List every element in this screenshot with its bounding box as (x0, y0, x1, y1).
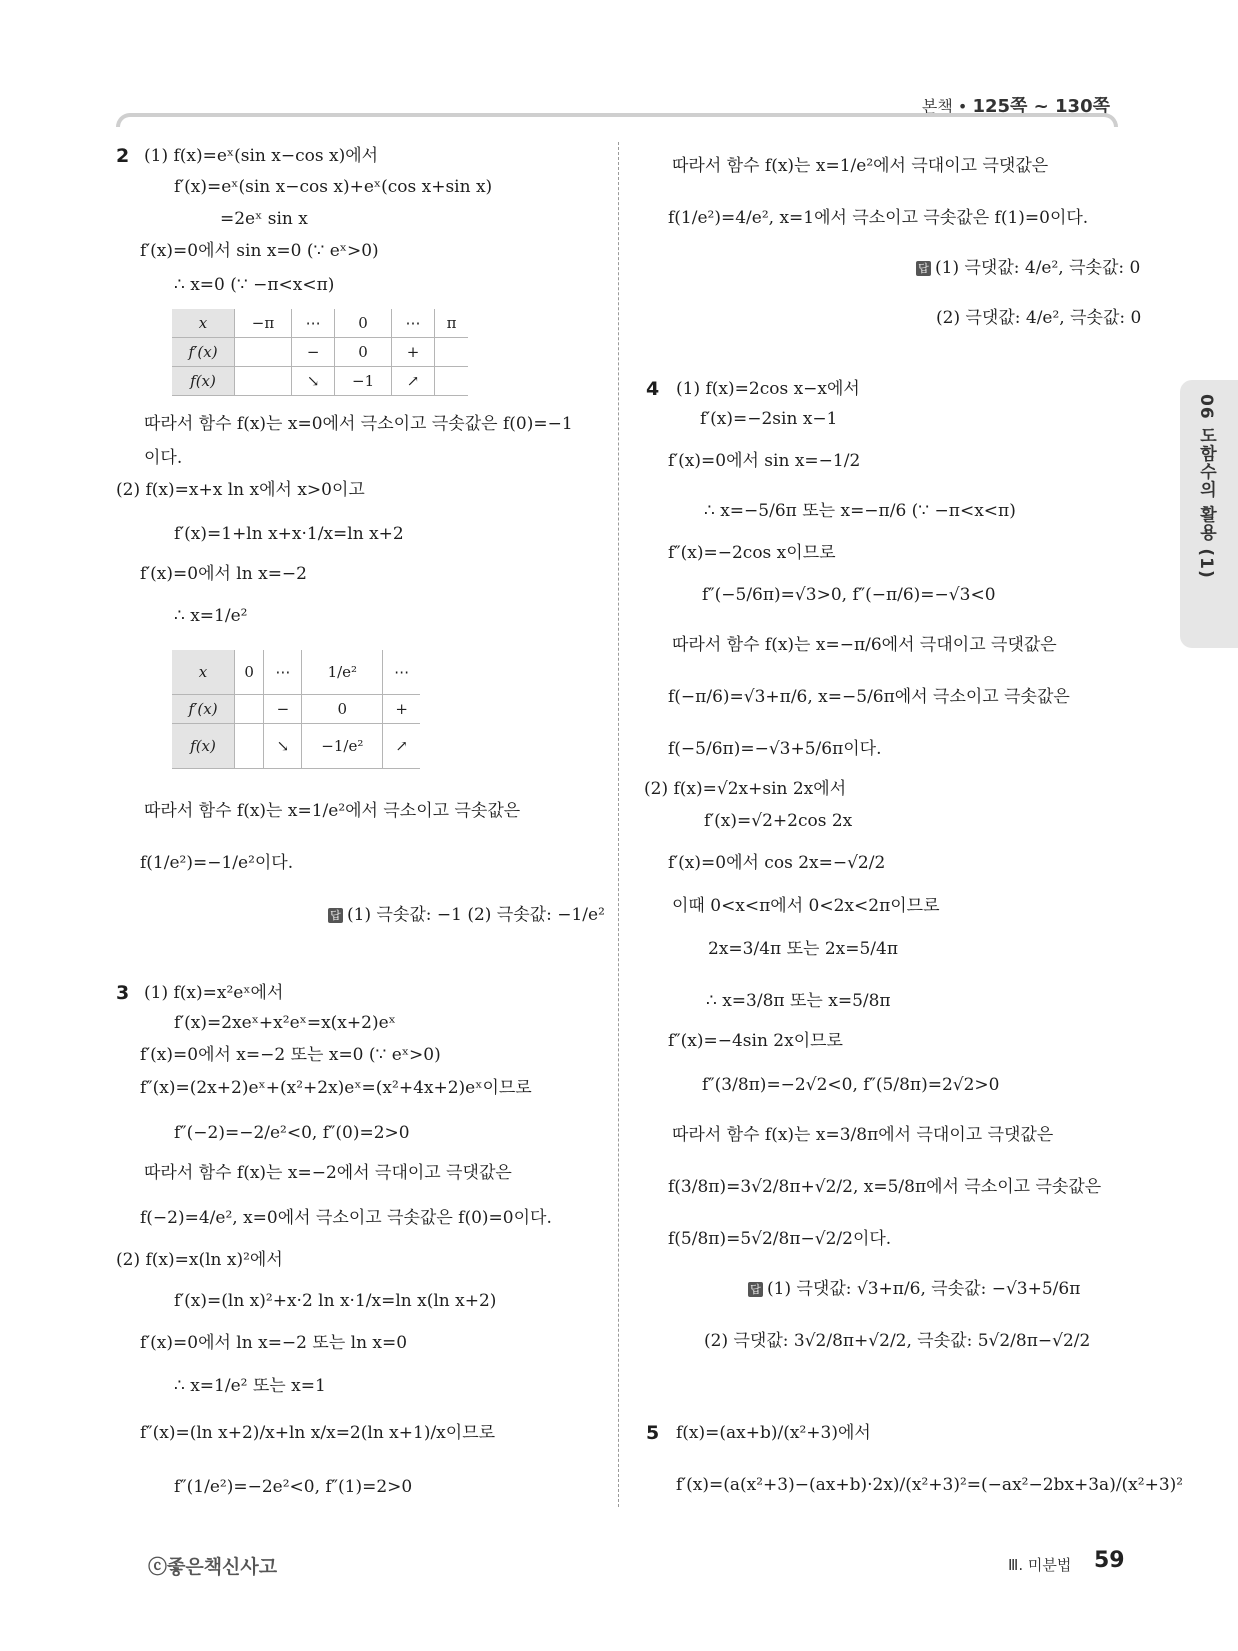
table-cell: − (264, 695, 302, 724)
table-cell (435, 338, 468, 367)
table-cell: − (291, 338, 334, 367)
solution-line: 따라서 함수 f(x)는 x=1/e²에서 극소이고 극솟값은 (144, 801, 521, 821)
solution-line: f″(−5/6π)=√3>0, f″(−π/6)=−√3<0 (702, 585, 996, 605)
table-cell: f′(x) (172, 338, 235, 367)
table-cell: 0 (335, 338, 391, 367)
solution-line: f(−5/6π)=−√3+5/6π이다. (668, 739, 882, 759)
solution-line: f′(x)=0에서 x=−2 또는 x=0 (∵ eˣ>0) (140, 1045, 441, 1065)
table-cell: ⋯ (383, 650, 420, 695)
answer-mark-icon: 답 (916, 261, 931, 276)
solution-line: f′(x)=(a(x²+3)−(ax+b)·2x)/(x²+3)²=(−ax²−2bx+3a)/(x²+3)² (676, 1475, 1184, 1495)
answer-3-part1 (916, 257, 1140, 279)
table-cell: ⋯ (391, 309, 434, 338)
solution-line: f″(x)=(ln x+2)/x+ln x/x=2(ln x+1)/x이므로 (140, 1423, 496, 1443)
table-cell: ↘ (291, 367, 334, 396)
table-cell: 0 (235, 650, 264, 695)
solution-line: f′(x)=eˣ(sin x−cos x)+eˣ(cos x+sin x) (174, 177, 493, 197)
answer-text: (1) 극댓값: 4/e², 극솟값: 0 (935, 258, 1141, 278)
solution-line: 2x=3/4π 또는 2x=5/4π (708, 939, 899, 959)
solution-line: 따라서 함수 f(x)는 x=−2에서 극대이고 극댓값은 (144, 1163, 512, 1183)
problem-2-number: 2 (116, 145, 130, 167)
top-rule (116, 113, 1118, 127)
answer-4-part2: (2) 극댓값: 3√2/8π+√2/2, 극솟값: 5√2/8π−√2/2 (704, 1331, 1091, 1351)
table-cell: ↘ (264, 724, 302, 769)
chapter-side-tab (1180, 380, 1238, 648)
table-cell: f(x) (172, 367, 235, 396)
chapter-title: 06 도함수의 활용 (1) (1196, 394, 1216, 579)
problem-4-number: 4 (646, 378, 660, 400)
solution-line: 이다. (144, 448, 183, 468)
solution-line: ∴ x=−5/6π 또는 x=−π/6 (∵ −π<x<π) (704, 501, 1016, 521)
solution-line: (2) f(x)=x+x ln x에서 x>0이고 (116, 480, 365, 500)
solution-line: f″(x)=−2cos x이므로 (668, 543, 836, 563)
solution-line: f(5/8π)=5√2/8π−√2/2이다. (668, 1229, 892, 1249)
table-cell (235, 695, 264, 724)
solution-line: 따라서 함수 f(x)는 x=1/e²에서 극대이고 극댓값은 (672, 156, 1049, 176)
solution-line: f′(x)=2xeˣ+x²eˣ=x(x+2)eˣ (174, 1013, 396, 1033)
solution-line: (2) f(x)=x(ln x)²에서 (116, 1250, 283, 1270)
answer-4-part1 (748, 1278, 1080, 1300)
solution-line: 따라서 함수 f(x)는 x=0에서 극소이고 극솟값은 f(0)=−1 (144, 414, 573, 434)
answer-2 (328, 904, 605, 926)
answer-text: (1) 극댓값: √3+π/6, 극솟값: −√3+5/6π (767, 1279, 1081, 1299)
solution-line: f′(x)=√2+2cos 2x (704, 811, 853, 831)
solution-line: (1) f(x)=eˣ(sin x−cos x)에서 (144, 146, 379, 166)
solution-line: f(−2)=4/e², x=0에서 극소이고 극솟값은 f(0)=0이다. (140, 1208, 552, 1228)
solution-line: f(1/e²)=4/e², x=1에서 극소이고 극솟값은 f(1)=0이다. (668, 208, 1089, 228)
answer-mark-icon: 답 (748, 1282, 763, 1297)
solution-line: f′(x)=(ln x)²+x·2 ln x·1/x=ln x(ln x+2) (174, 1291, 497, 1311)
table-cell: −1 (335, 367, 391, 396)
page-range: 125쪽 ~ 130쪽 (972, 96, 1110, 117)
table-cell: ⋯ (264, 650, 302, 695)
chapter-label: Ⅲ. 미분법 (1008, 1556, 1072, 1574)
table-cell: 0 (302, 695, 383, 724)
solution-line: f′(x)=0에서 ln x=−2 또는 ln x=0 (140, 1333, 408, 1353)
solution-line: f″(x)=(2x+2)eˣ+(x²+2x)eˣ=(x²+4x+2)eˣ이므로 (140, 1078, 532, 1098)
solution-line: (2) f(x)=√2x+sin 2x에서 (644, 779, 847, 799)
table-cell: π (435, 309, 468, 338)
table-cell: f′(x) (172, 695, 235, 724)
solution-line: f(3/8π)=3√2/8π+√2/2, x=5/8π에서 극소이고 극솟값은 (668, 1177, 1102, 1197)
variation-table-2 (172, 650, 420, 769)
table-cell: x (172, 309, 235, 338)
solution-line: f′(x)=0에서 sin x=0 (∵ eˣ>0) (140, 241, 379, 261)
solution-line: f(1/e²)=−1/e²이다. (140, 853, 294, 873)
solution-line: ∴ x=3/8π 또는 x=5/8π (706, 991, 891, 1011)
table-cell: + (391, 338, 434, 367)
variation-table-1 (172, 309, 468, 396)
table-cell: 0 (335, 309, 391, 338)
solution-line: f(−π/6)=√3+π/6, x=−5/6π에서 극소이고 극솟값은 (668, 687, 1070, 707)
answer-mark-icon: 답 (328, 908, 343, 923)
solution-line: f′(x)=−2sin x−1 (700, 409, 838, 429)
solution-line: f(x)=(ax+b)/(x²+3)에서 (676, 1423, 871, 1443)
solution-line: f′(x)=1+ln x+x·1/x=ln x+2 (174, 524, 404, 544)
book-label: 본책 (921, 97, 953, 116)
table-cell: f(x) (172, 724, 235, 769)
problem-5-number: 5 (646, 1422, 660, 1444)
solution-line: 따라서 함수 f(x)는 x=3/8π에서 극대이고 극댓값은 (672, 1125, 1054, 1145)
bullet: • (957, 97, 968, 116)
column-divider (618, 142, 619, 1507)
table-cell: ↗ (391, 367, 434, 396)
solution-line: f″(3/8π)=−2√2<0, f″(5/8π)=2√2>0 (702, 1075, 1000, 1095)
solution-line: f′(x)=0에서 ln x=−2 (140, 564, 307, 584)
solution-line: 이때 0<x<π에서 0<2x<2π이므로 (672, 896, 940, 916)
solution-line: f″(1/e²)=−2e²<0, f″(1)=2>0 (174, 1477, 413, 1497)
table-cell (235, 367, 292, 396)
solution-line: f′(x)=0에서 cos 2x=−√2/2 (668, 853, 886, 873)
solution-line: 따라서 함수 f(x)는 x=−π/6에서 극대이고 극댓값은 (672, 635, 1057, 655)
solution-line: ∴ x=0 (∵ −π<x<π) (174, 275, 335, 295)
solution-line: (1) f(x)=2cos x−x에서 (676, 379, 860, 399)
solution-line: f″(x)=−4sin 2x이므로 (668, 1031, 843, 1051)
publisher-logo: ⓒ좋은책신사고 (148, 1556, 278, 1578)
table-cell: 1/e² (302, 650, 383, 695)
solution-line: ∴ x=1/e² 또는 x=1 (174, 1376, 326, 1396)
answer-3-part2: (2) 극댓값: 4/e², 극솟값: 0 (936, 308, 1142, 328)
table-cell: ⋯ (291, 309, 334, 338)
solution-line: =2eˣ sin x (220, 209, 308, 229)
table-cell: −1/e² (302, 724, 383, 769)
table-cell (435, 367, 468, 396)
table-cell: x (172, 650, 235, 695)
table-cell (235, 338, 292, 367)
page-number: 59 (1094, 1548, 1125, 1573)
solution-line: ∴ x=1/e² (174, 606, 248, 626)
solution-line: f′(x)=0에서 sin x=−1/2 (668, 451, 861, 471)
table-cell: ↗ (383, 724, 420, 769)
answer-text: (1) 극솟값: −1 (2) 극솟값: −1/e² (347, 905, 605, 925)
solution-line: f″(−2)=−2/e²<0, f″(0)=2>0 (174, 1123, 410, 1143)
table-cell: −π (235, 309, 292, 338)
table-cell: + (383, 695, 420, 724)
problem-3-number: 3 (116, 982, 130, 1004)
table-cell (235, 724, 264, 769)
solution-line: (1) f(x)=x²eˣ에서 (144, 983, 284, 1003)
